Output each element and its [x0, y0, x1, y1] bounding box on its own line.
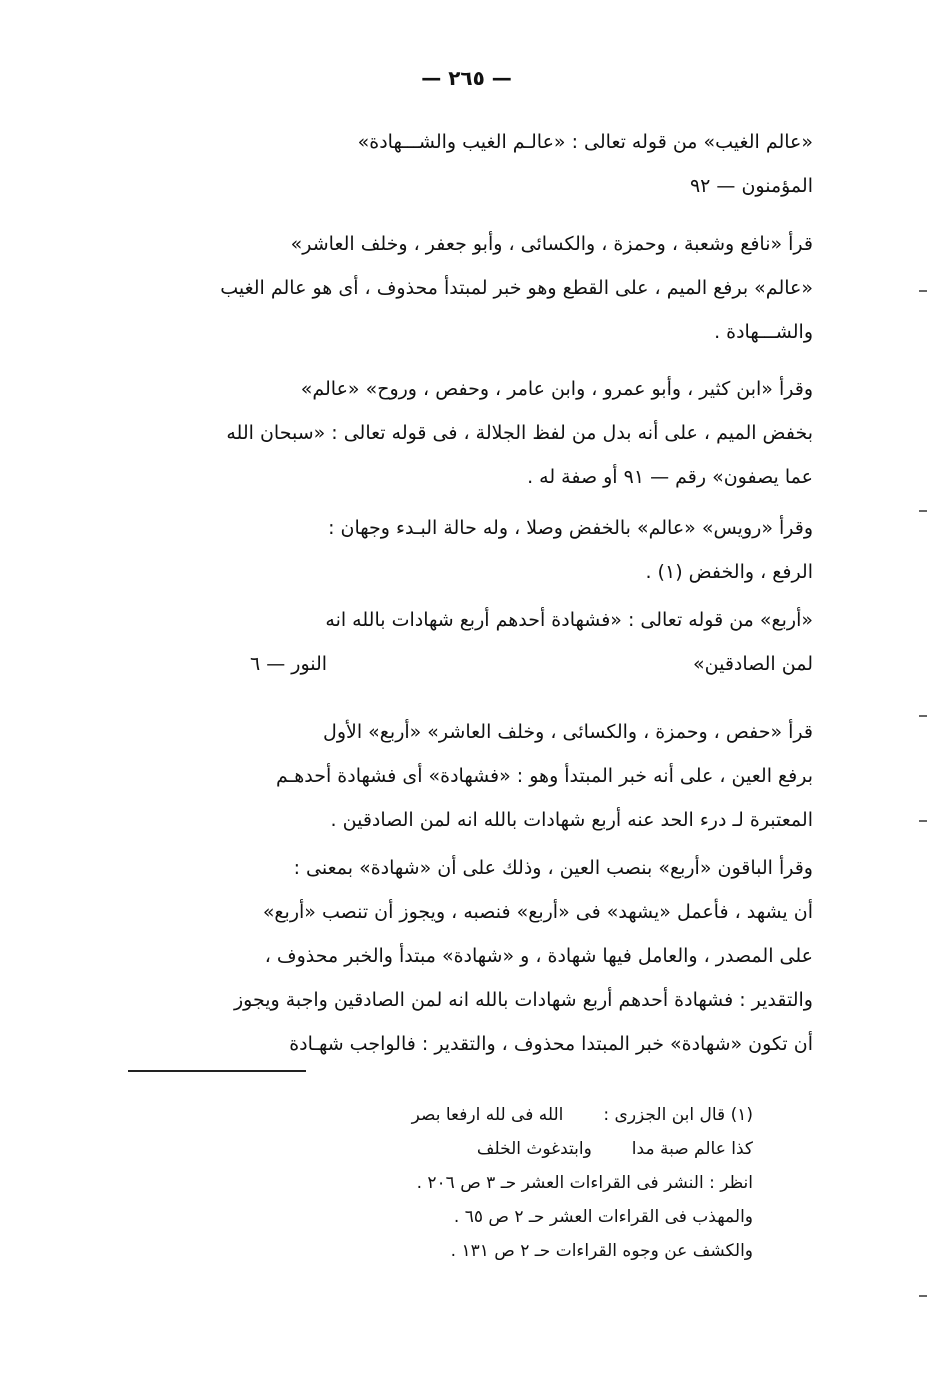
text-line: على المصدر ، والعامل فيها شهادة ، و «شهادة» مبتدأ والخبر محذوف ،: [264, 945, 813, 967]
text-line: أن تكون «شهادة» خبر المبتدا محذوف ، والتقدير : فالواجب شهـادة: [289, 1033, 813, 1055]
text-line: بخفض الميم ، على أنه بدل من لفظ الجلالة ، فى قوله تعالى : «سبحان الله: [226, 422, 813, 444]
scan-mark: [919, 290, 927, 292]
text-line: «عالم» برفع الميم ، على القطع وهو خبر لمبتدأ محذوف ، أى هو عالم الغيب: [220, 277, 813, 299]
scan-mark: [919, 715, 927, 717]
hemistich: الله فى لله ارفعا بصر: [411, 1105, 564, 1125]
footnote-verse-line: [240, 1132, 753, 1166]
footnotes: [240, 1098, 753, 1268]
text-line: «عالم الغيب» من قوله تعالى : «عالـم الغيب والشـــهادة»: [357, 131, 813, 153]
paragraph-hafs-raf: [120, 710, 813, 842]
scan-mark: [919, 1295, 927, 1297]
paragraph-reading-khafd: [120, 367, 813, 499]
hemistich: (١) قال ابن الجزرى :: [603, 1105, 753, 1125]
text-line: قرأ «حفص ، وحمزة ، والكسائى ، وخلف العاشر» «أربع» الأول: [323, 721, 813, 743]
footnote-source: انظر : النشر فى القراءات العشر حـ ٣ ص ٢٠٦ .: [416, 1173, 753, 1193]
footnote-verse-line: [240, 1098, 753, 1132]
verse-line-with-reference: [130, 642, 813, 686]
page-number: — ٢٦٥ —: [421, 66, 512, 90]
paragraph-ruwais: [120, 506, 813, 594]
hemistich: كذا عالم صبة مدا: [631, 1139, 753, 1159]
text-line: «أربع» من قوله تعالى : «فشهادة أحدهم أربع شهادات بالله انه: [325, 609, 813, 631]
footnote-source: والكشف عن وجوه القراءات حـ ٢ ص ١٣١ .: [450, 1241, 753, 1261]
text-line: الرفع ، والخفض (١) .: [645, 561, 813, 583]
footnote-source: والمهذب فى القراءات العشر حـ ٢ ص ٦٥ .: [453, 1207, 753, 1227]
text-line: وقرأ «رويس» «عالم» بالخفض وصلا ، وله حالة البـدء وجهان :: [328, 517, 813, 539]
text-line: لمن الصادقين»: [693, 653, 813, 675]
scan-mark: [919, 820, 927, 822]
text-line: وقرأ الباقون «أربع» بنصب العين ، وذلك على أن «شهادة» بمعنى :: [293, 857, 813, 879]
text-line: عما يصفون» رقم — ٩١ أو صفة له .: [527, 466, 813, 488]
paragraph-reading-raf: [120, 222, 813, 354]
footnote-separator: [128, 1070, 306, 1072]
text-line: قرأ «نافع وشعبة ، وحمزة ، والكسائى ، وأبو جعفر ، وخلف العاشر»: [290, 233, 813, 255]
text-line: المعتبرة لـ درء الحد عنه أربع شهادات بالله انه لمن الصادقين .: [330, 809, 813, 831]
text-line: والتقدير : فشهادة أحدهم أربع شهادات بالله انه لمن الصادقين واجبة ويجوز: [233, 989, 813, 1011]
text-line: وقرأ «ابن كثير ، وأبو عمرو ، وابن عامر ، وحفص ، وروح» «عالم»: [300, 378, 813, 400]
paragraph-baqun-nasb: [120, 846, 813, 1066]
verse-reference: النور — ٦: [250, 653, 328, 675]
text-line: أن يشهد ، فأعمل «يشهد» فى «أربع» فنصبه ، ويجوز أن تنصب «أربع»: [262, 901, 813, 923]
verse-heading-arba: [130, 598, 813, 686]
verse-reference: المؤمنون — ٩٢: [689, 175, 813, 197]
scan-mark: [919, 510, 927, 512]
text-line: والشـــهادة .: [714, 321, 813, 343]
text-line: برفع العين ، على أنه خبر المبتدأ وهو : «فشهادة» أى فشهادة أحدهـم: [276, 765, 813, 787]
verse-heading-alim: [130, 120, 813, 208]
hemistich: وابتدغوث الخلف: [476, 1139, 592, 1159]
